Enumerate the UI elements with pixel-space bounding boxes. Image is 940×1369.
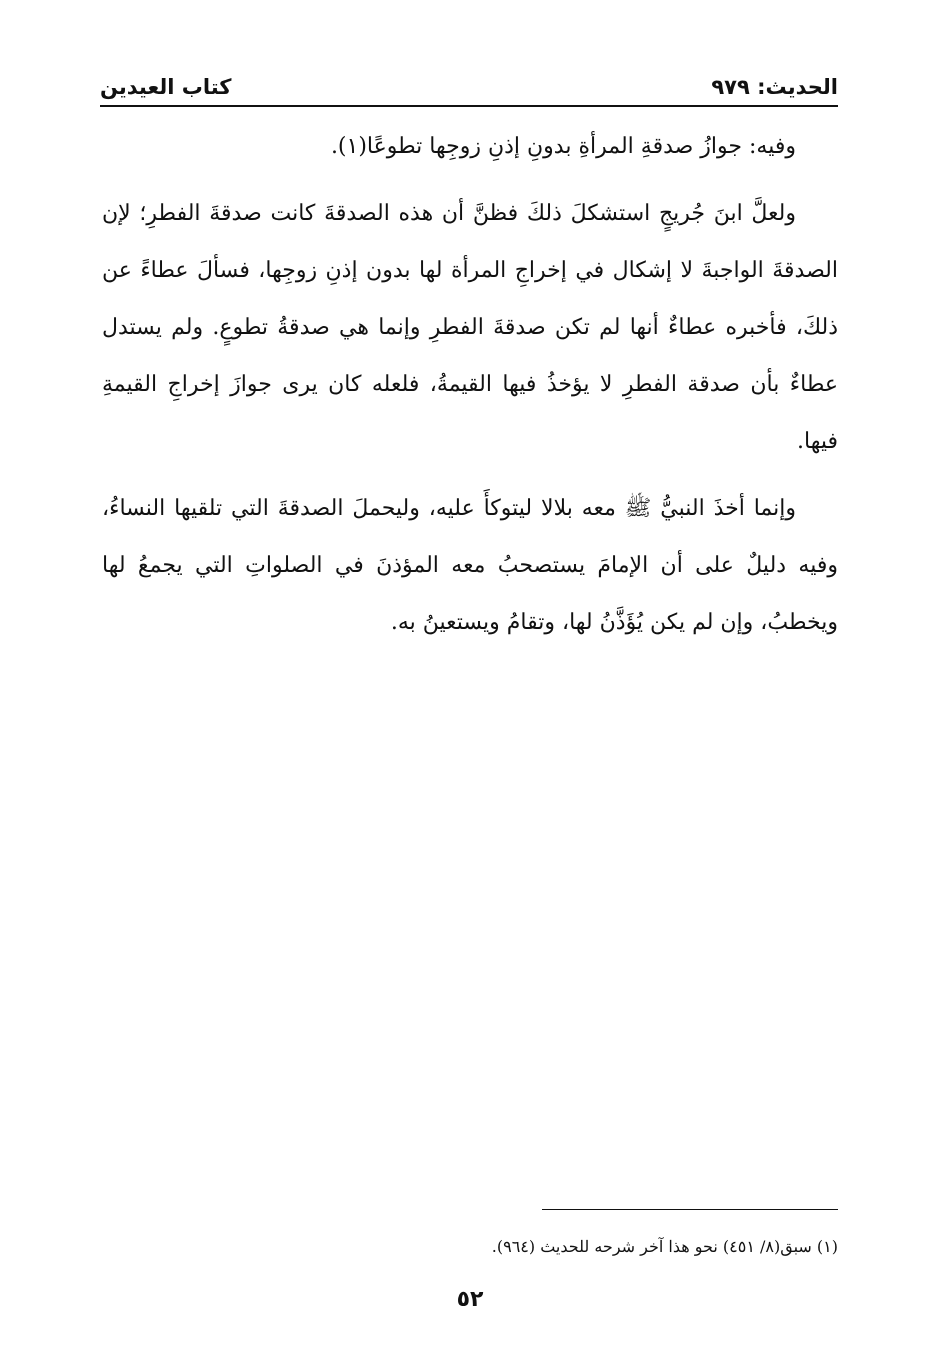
footnote: (١) سبق(٨/ ٤٥١) نحو هذا آخر شرحه للحديث (٩٦٤). [491, 1237, 838, 1256]
paragraph: وإنما أخذَ النبيُّ ﷺ معه بلالا ليتوكأَ عليه، وليحملَ الصدقةَ التي تلقيها النساءُ، وفيه دليلٌ على أن الإمامَ يستصحبُ معه المؤذنَ في الصلواتِ التي يجمعُ لها ويخطبُ، وإن لم يكن يُؤَذَّنُ لها، وتقامُ ويستعينُ به. [102, 496, 838, 635]
footnote-divider [542, 1209, 838, 1210]
hadith-number-label: الحديث: ٩٧٩ [711, 75, 838, 99]
header-divider [100, 105, 838, 107]
paragraph: ولعلَّ ابنَ جُريجٍ استشكلَ ذلكَ فظنَّ أن هذه الصدقةَ كانت صدقةَ الفطرِ؛ لإن الصدقةَ الواجبةَ لا إشكال في إخراجِ المرأة لها بدون إذنِ زوجِها، فسألَ عطاءً عن ذلكَ، فأخبره عطاءٌ أنها لم تكن صدقةَ الفطرِ وإنما هي صدقةُ تطوعٍ. ولم يستدل عطاءٌ بأن صدقة الفطرِ لا يؤخذُ فيها القيمةُ، فلعله كان يرى جوازَ إخراجِ القيمةِ فيها. [102, 201, 838, 454]
main-text [102, 118, 838, 661]
page-number: ٥٢ [456, 1287, 484, 1312]
paragraph: وفيه: جوازُ صدقةِ المرأةِ بدونِ إذنِ زوجِها تطوعًا(١). [330, 134, 796, 159]
book-title: كتاب العيدين [100, 75, 232, 99]
running-header [100, 62, 838, 106]
